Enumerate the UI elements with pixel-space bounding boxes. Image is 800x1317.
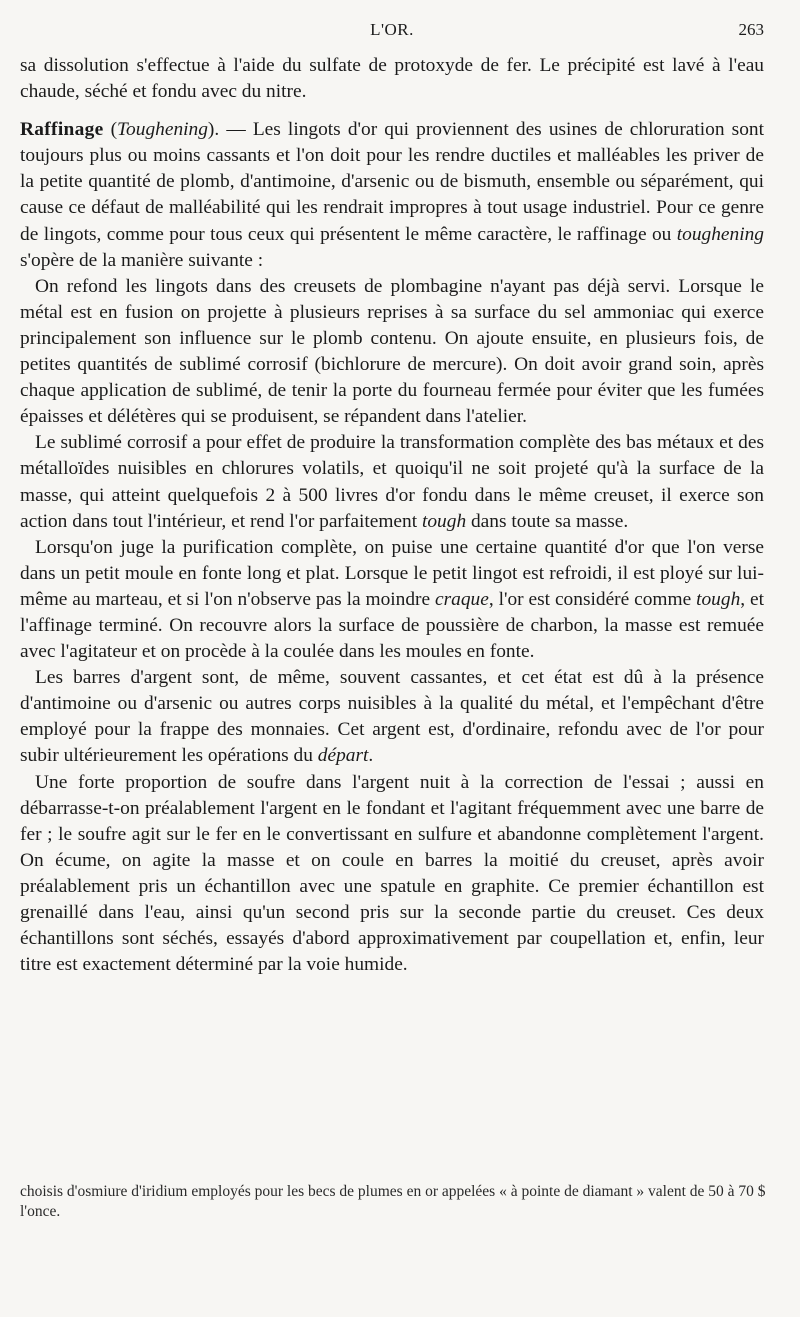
paragraph-sublime [20, 430, 764, 534]
paragraph-text: sa dissolution s'effectue à l'aide du sulfate de protoxyde de fer. Le précipité est lavé à l'eau chaude, séché et fondu avec du nitre. [20, 55, 764, 103]
footnote [20, 1182, 768, 1222]
paragraph-text: dans toute sa masse. [466, 510, 629, 532]
paragraph-text: . — Les lingots d'or qui proviennent des usines de chloruration sont toujours plus ou moins cassants et l'on doit pour les rendre ductiles et malléables les priver de la petite quantité de plomb, d'antimoine, d'arsenic ou de bismuth, ensemble ou séparément, qui cause ce défaut de malléabilité qui les rendrait impropres à tout usage industriel. Pour ce genre de lingots, comme pour tous ceux qui présentent le même caractère, le raffinage ou [20, 119, 764, 245]
running-title: L'OR. [370, 20, 414, 39]
paragraph-soufre [20, 770, 764, 979]
italic-term: tough [696, 588, 741, 610]
italic-term: toughening [676, 223, 764, 245]
paragraph-text: On refond les lingots dans des creusets de plombagine n'ayant pas déjà servi. Lorsque le métal est en fusion on projette à plusieurs reprises à sa surface du sel ammoniac qui exerce principalement son influence sur le plomb contenu. On ajoute ensuite, en plusieurs fois, de petites quantités de sublimé corrosif (bichlorure de mercure). On doit avoir grand soin, après chaque application de sublimé, de tenir la porte du fourneau fermée pour éviter que les fumées épaisses et délétères qui se produisent, se répandent dans l'atelier. [20, 275, 764, 428]
paragraph-argent [20, 665, 764, 769]
paragraph-continuation [20, 53, 764, 105]
paragraph-raffinage: Raffinage (Toughening). — Les lingots d'or qui proviennent des usines de chloruration sont toujours plus ou moins cassants et l'on doit pour les rendre ductiles et malléables les priver de la petite quantité de plomb, d'antimoine, d'arsenic ou de bismuth, ensemble ou séparément, qui cause ce défaut de malléabilité qui les rendrait impropres à tout usage industriel. Pour ce genre de lingots, comme pour tous ceux qui présentent le même caractère, le raffinage ou toughening s'opère de la manière suivante : [20, 119, 764, 271]
paragraph-text: , et l'affinage terminé. On recouvre alors la surface de poussière de charbon, la masse est remuée avec l'agitateur et on procède à la coulée dans les moules en fonte. [20, 588, 764, 663]
paragraph-purification [20, 535, 764, 665]
footnote-text: choisis d'osmiure d'iridium employés pour les becs de plumes en or appelées « à pointe de diamant » valent de 50 à 70 $ l'once. [20, 1183, 766, 1220]
paragraph-text: s'opère de la manière suivante : [20, 249, 264, 271]
page-number: 263 [738, 20, 764, 39]
paragraph-text: Une forte proportion de soufre dans l'argent nuit à la correction de l'essai ; aussi en débarrasse-t-on préalablement l'argent en le fondant et l'agitant fréquemment avec une barre de fer ; le soufre agit sur le fer en le convertissant en sulfure et abandonne complètement l'argent. On écume, on agite la masse et on coule en barres la moitié du creuset, après avoir préalablement pris un échantillon avec une spatule en graphite. Ce premier échantillon est grenaillé dans l'eau, ainsi qu'un second pris sur la seconde partie du creuset. Ces deux échantillons sont séchés, essayés d'abord approximativement par coupellation et, enfin, leur titre est exactement déterminé par la voie humide. [20, 771, 764, 976]
paragraph-text: Les barres d'argent sont, de même, souvent cassantes, et cet état est dû à la présence d'antimoine ou d'arsenic ou autres corps nuisibles à la qualité du métal, et l'empêchant d'être employé pour la frappe des monnaies. Cet argent est, d'ordinaire, refondu avec de l'or pour subir ultérieurement les opérations du [20, 667, 764, 767]
paragraph-text: , l'or est considéré comme [488, 588, 697, 610]
paragraph-text: Le sublimé corrosif a pour effet de produire la transformation complète des bas métaux et des métalloïdes nuisibles en chlorures volatils, et quoiqu'il ne soit projeté qu'à la surface de la masse, qui atteint quelquefois 2 à 500 livres d'or fondu dans le même creuset, il exerce son action dans tout l'intérieur, et rend l'or parfaitement [20, 432, 764, 532]
paragraph-refonte [20, 274, 764, 431]
running-header [20, 20, 764, 44]
italic-term: tough [421, 510, 467, 532]
body-text [20, 53, 764, 978]
paragraph-text: Lorsqu'on juge la purification complète, on puise une certaine quantité d'or que l'on verse dans un petit moule en fonte long et plat. Lorsque le petit lingot est refroidi, il est ployé sur lui-même au marteau, et si l'on n'observe pas la moindre [20, 536, 764, 610]
italic-term: départ [317, 745, 369, 767]
italic-term: craque [435, 588, 489, 610]
paragraph-text: . [368, 745, 374, 767]
section-lead: Raffinage [20, 119, 104, 141]
italic-term: Toughening [117, 119, 208, 141]
